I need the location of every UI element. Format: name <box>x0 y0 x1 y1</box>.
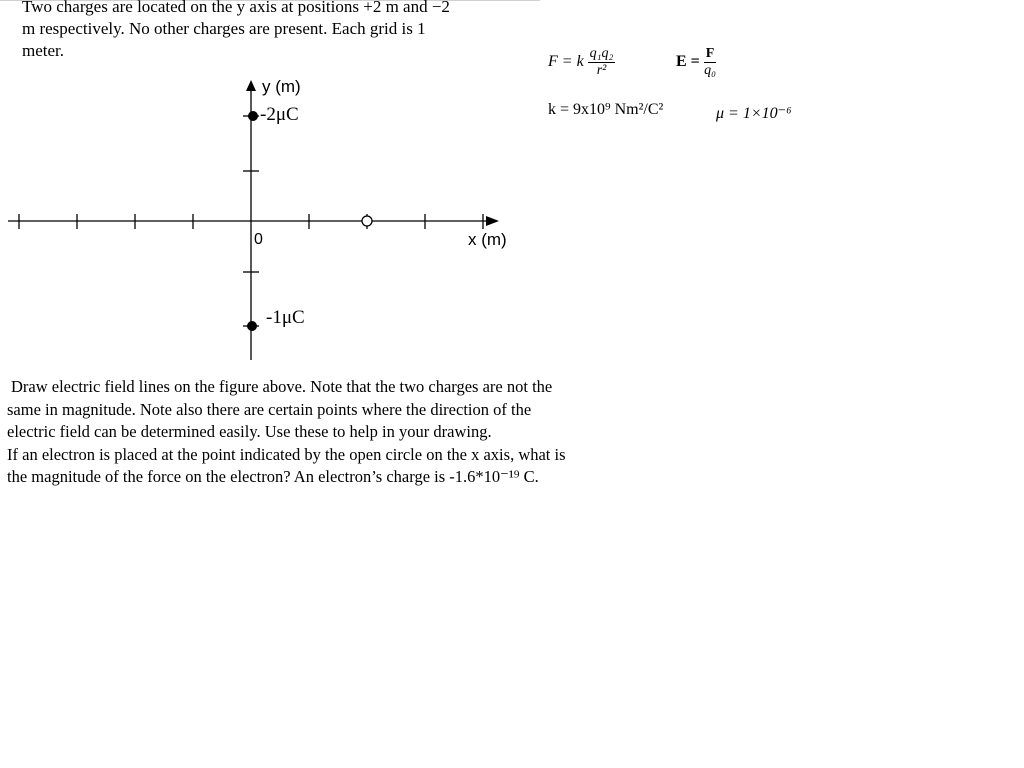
electric-field-formula <box>676 46 716 79</box>
question-text <box>7 376 677 489</box>
intro-line-2: m respectively. No other charges are present. Each grid is 1 <box>22 19 426 38</box>
coulomb-lhs: F = k <box>548 53 584 71</box>
intro-line-3: meter. <box>22 41 65 60</box>
question-line-1: Draw electric field lines on the figure above. Note that the two charges are not the <box>11 377 553 396</box>
x-axis-arrowhead <box>486 216 499 226</box>
negative-1uC-charge <box>247 321 257 331</box>
electron-position-open-circle <box>362 216 372 226</box>
field-denominator: q₀ <box>704 63 717 78</box>
coulomb-numerator: q₁q₂ <box>589 46 614 61</box>
y-axis-arrowhead <box>246 80 256 91</box>
question-line-3: electric field can be determined easily. Use these to help in your drawing. <box>7 422 492 441</box>
bottom-charge-label: -1μC <box>266 307 305 328</box>
micro-prefix-definition: μ = 1×10⁻⁶ <box>716 105 792 122</box>
field-numerator: F <box>705 46 715 61</box>
negative-2uC-charge <box>248 111 258 121</box>
origin-label: 0 <box>254 231 263 248</box>
x-axis-label: x (m) <box>468 230 507 249</box>
question-line-2: same in magnitude. Note also there are certain points where the direction of the <box>7 399 532 419</box>
coulomb-constant: k = 9x10⁹ Nm²/C² <box>548 101 664 118</box>
question-line-5: the magnitude of the force on the electron? An electron’s charge is -1.6*10⁻¹⁹ C. <box>7 467 539 486</box>
field-fraction <box>704 46 717 79</box>
field-lhs: E = <box>676 53 700 71</box>
problem-intro <box>22 0 522 62</box>
intro-line-1: Two charges are located on the y axis at positions +2 m and −2 <box>22 0 450 16</box>
coulomb-law-formula <box>548 46 615 79</box>
question-line-4: If an electron is placed at the point indicated by the open circle on the x axis, what is <box>7 444 566 464</box>
y-axis-label: y (m) <box>262 77 301 96</box>
coulomb-denominator: r² <box>596 63 607 78</box>
coulomb-fraction <box>588 46 616 79</box>
top-charge-label: -2μC <box>260 104 299 125</box>
